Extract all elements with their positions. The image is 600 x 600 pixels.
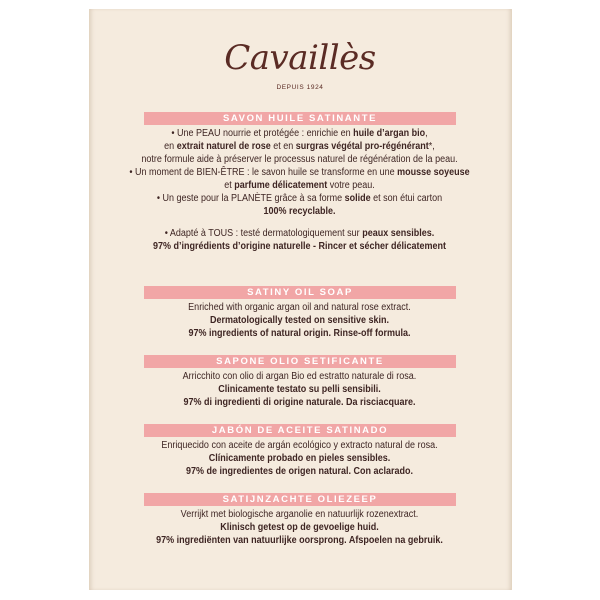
text-run: Enriquecido con aceite de argán ecológico y extracto natural de rosa.: [161, 440, 438, 451]
bold-text-run: 97% ingredients of natural origin. Rinse-off formula.: [188, 328, 411, 339]
text-line: [110, 154, 489, 166]
bold-text-run: surgras végétal pro-régénérant: [295, 141, 429, 152]
bold-text-run: 97% d’ingrédients d’origine naturelle - Rincer et sécher délicatement: [152, 241, 447, 252]
text-line: [110, 440, 489, 452]
section-title-en: SATINY OIL SOAP: [144, 286, 456, 299]
text-line: [110, 241, 489, 253]
text-run: Verrijkt met biologische arganolie en natuurlijk rozenextract.: [180, 509, 419, 520]
bold-text-run: huile d’argan bio: [353, 128, 426, 139]
text-line: [110, 328, 489, 340]
bold-text-run: 97% ingrediënten van natuurlijke oorsprong. Afspoelen na gebruik.: [156, 535, 443, 546]
text-run: en: [164, 141, 177, 152]
text-run: • Un moment de BIEN-ÊTRE : le savon huile se transforme en une: [129, 167, 398, 178]
bold-text-run: Clínicamente probado en pieles sensibles.: [208, 453, 391, 464]
text-line: [110, 206, 489, 218]
text-run: et: [224, 180, 235, 191]
section-title-es: JABÓN DE ACEITE SATINADO: [144, 424, 456, 437]
bold-text-run: 97% di ingredienti di origine naturale. Da risciacquare.: [183, 397, 416, 408]
text-line: [110, 180, 489, 192]
text-run: notre formule aide à préserver le processus naturel de régénération de la peau.: [141, 154, 458, 165]
text-line: [110, 522, 489, 534]
text-run: • Un geste pour la PLANÈTE grâce à sa forme: [156, 193, 345, 204]
text-line: [110, 535, 489, 547]
text-line: [110, 466, 489, 478]
text-line: [110, 128, 489, 140]
text-line: [110, 509, 489, 521]
section-title-nl: SATIJNZACHTE OLIEZEEP: [144, 493, 456, 506]
text-line: [110, 141, 489, 153]
text-run: et son étui carton: [370, 193, 443, 204]
text-line: [110, 384, 489, 396]
bold-text-run: extrait naturel de rose: [176, 141, 271, 152]
text-line: [110, 397, 489, 409]
text-run: *,: [428, 141, 435, 152]
text-run: et en: [270, 141, 296, 152]
text-line: [110, 228, 489, 240]
bold-text-run: 100% recyclable.: [263, 206, 336, 217]
text-line: [110, 302, 489, 314]
section-title-it: SAPONE OLIO SETIFICANTE: [144, 355, 456, 368]
bold-text-run: parfume délicatement: [234, 180, 328, 191]
bold-text-run: 97% de ingredientes de origen natural. Con aclarado.: [185, 466, 414, 477]
text-run: ,: [425, 128, 428, 139]
text-run: votre peau.: [327, 180, 375, 191]
text-run: • Une PEAU nourrie et protégée : enrichie en: [171, 128, 354, 139]
text-line: [110, 453, 489, 465]
bold-text-run: Clinicamente testato su pelli sensibili.: [218, 384, 381, 395]
bold-text-run: Dermatologically tested on sensitive skin.: [209, 315, 390, 326]
brand-tagline: DEPUIS 1924: [276, 84, 324, 91]
text-line: [110, 167, 489, 179]
bold-text-run: peaux sensibles.: [362, 228, 435, 239]
text-line: [110, 193, 489, 205]
bold-text-run: mousse soyeuse: [397, 167, 470, 178]
text-run: Arricchito con olio di argan Bio ed estratto naturale di rosa.: [182, 371, 417, 382]
text-run: Enriched with organic argan oil and natural rose extract.: [188, 302, 411, 313]
brand-logo: [0, 39, 600, 77]
text-line: [110, 371, 489, 383]
text-run: • Adapté à TOUS : testé dermatologiquement sur: [164, 228, 363, 239]
brand-name: Cavaillès: [224, 38, 376, 78]
text-line: [110, 315, 489, 327]
bold-text-run: Klinisch getest op de gevoelige huid.: [220, 522, 379, 533]
bold-text-run: solide: [344, 193, 371, 204]
section-title-fr: SAVON HUILE SATINANTE: [144, 112, 456, 125]
